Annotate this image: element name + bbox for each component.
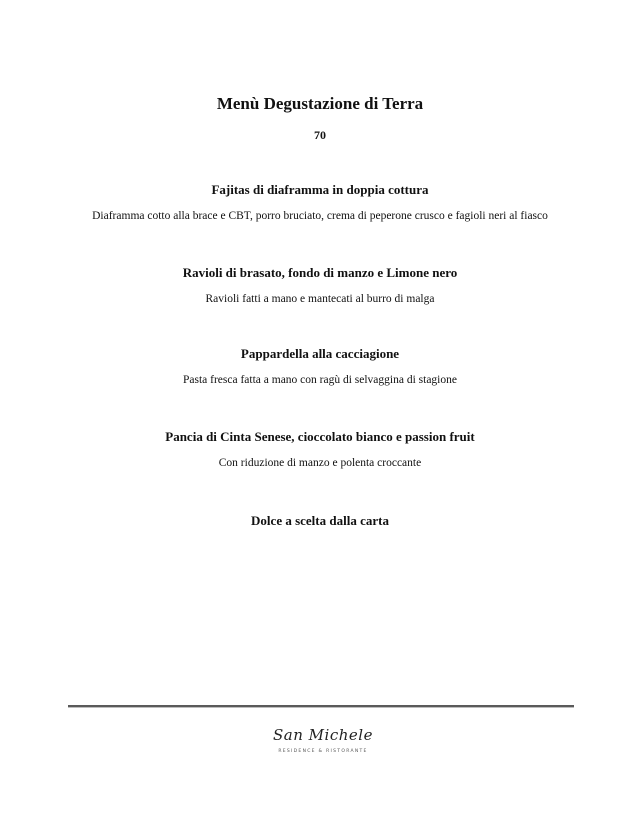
logo-subtitle: RESIDENCE & RISTORANTE xyxy=(278,749,368,754)
course-name: Pancia di Cinta Senese, cioccolato bianco e passion fruit xyxy=(165,429,475,444)
course-item xyxy=(0,181,640,224)
course-name: Dolce a scelta dalla carta xyxy=(251,513,389,528)
menu-price: 70 xyxy=(314,128,326,142)
course-description: Con riduzione di manzo e polenta croccante xyxy=(218,457,422,469)
menu-title: Menù Degustazione di Terra xyxy=(216,94,424,113)
logo-name: San Michele xyxy=(273,726,373,744)
restaurant-logo xyxy=(268,726,378,762)
course-item xyxy=(0,264,640,307)
course-item xyxy=(0,428,640,471)
course-name: Pappardella alla cacciagione xyxy=(240,346,400,361)
footer-divider xyxy=(68,705,574,708)
course-name: Ravioli di brasato, fondo di manzo e Limone nero xyxy=(182,265,458,280)
course-item xyxy=(0,512,640,530)
course-description: Pasta fresca fatta a mano con ragù di selvaggina di stagione xyxy=(183,374,457,386)
course-description: Ravioli fatti a mano e mantecati al burro di malga xyxy=(205,293,435,305)
course-name: Fajitas di diaframma in doppia cottura xyxy=(211,182,429,197)
course-description: Diaframma cotto alla brace e CBT, porro bruciato, crema di peperone crusco e fagioli neri al fiasco xyxy=(92,210,548,222)
course-item xyxy=(0,345,640,388)
